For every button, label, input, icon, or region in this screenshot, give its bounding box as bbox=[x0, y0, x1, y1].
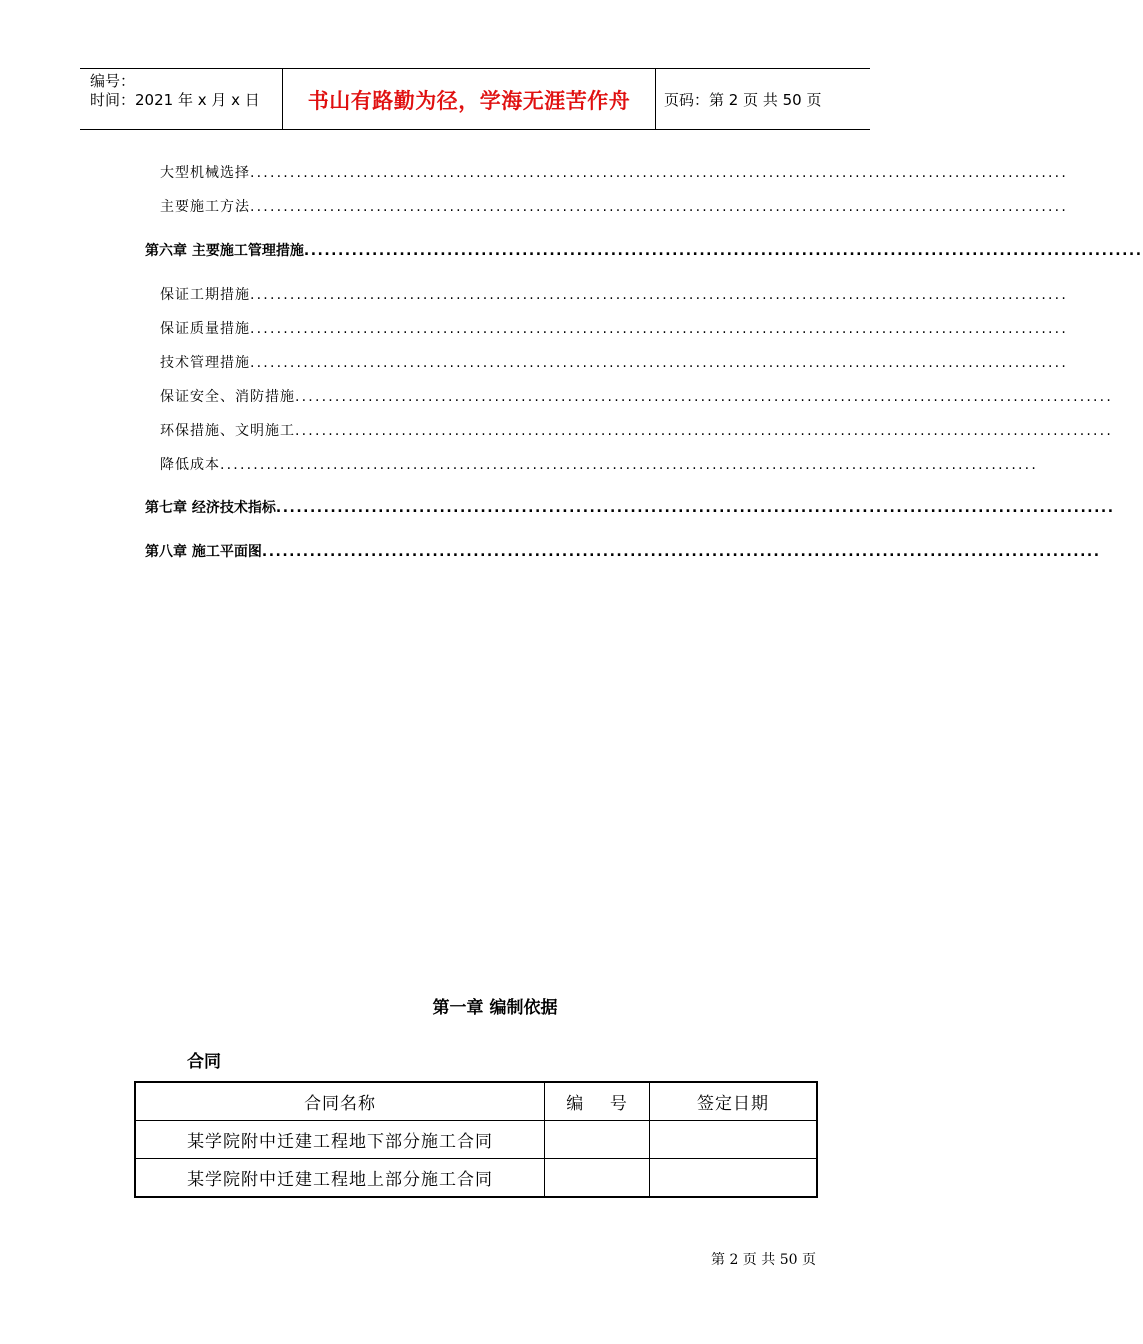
column-header-date: 签定日期 bbox=[649, 1082, 817, 1121]
header-page-cell bbox=[656, 69, 870, 129]
toc-chapter-title: 第六章 主要施工管理措施 bbox=[145, 243, 304, 259]
page-footer: 第 2 页 共 50 页 bbox=[711, 1252, 816, 1268]
toc-chapter-title: 第七章 经济技术指标 bbox=[145, 500, 276, 516]
toc-chapter[interactable] bbox=[145, 240, 1143, 260]
toc-item[interactable] bbox=[160, 386, 1113, 406]
table-row bbox=[135, 1121, 817, 1159]
toc-leader-dots: ........................................................................................................................... bbox=[295, 389, 1113, 405]
number-label: 编号： bbox=[90, 72, 136, 90]
contract-name-cell: 某学院附中迁建工程地下部分施工合同 bbox=[135, 1121, 545, 1159]
toc-item[interactable] bbox=[160, 196, 1068, 216]
toc-leader-dots: ........................................................................................................................... bbox=[295, 423, 1113, 439]
toc-leader-dots: ........................................................................................................................... bbox=[303, 243, 1143, 259]
toc-item-title: 大型机械选择 bbox=[160, 165, 250, 181]
contract-number-cell bbox=[545, 1121, 650, 1159]
column-header-number: 编 号 bbox=[545, 1082, 650, 1121]
toc-item[interactable] bbox=[160, 162, 1068, 182]
toc-item-title: 主要施工方法 bbox=[160, 199, 250, 215]
toc-chapter[interactable] bbox=[145, 497, 1115, 517]
toc-item[interactable] bbox=[160, 318, 1068, 338]
toc-item-title: 保证安全、消防措施 bbox=[160, 389, 295, 405]
toc-item[interactable] bbox=[160, 352, 1068, 372]
header-meta-cell bbox=[80, 69, 282, 129]
contract-date-cell bbox=[649, 1159, 817, 1198]
contract-date-cell bbox=[649, 1121, 817, 1159]
toc-leader-dots: ........................................................................................................................... bbox=[250, 287, 1068, 303]
page-header bbox=[80, 68, 870, 130]
contract-name-cell: 某学院附中迁建工程地上部分施工合同 bbox=[135, 1159, 545, 1198]
toc-leader-dots: ........................................................................................................................... bbox=[250, 321, 1068, 337]
toc-item-title: 降低成本 bbox=[160, 457, 220, 473]
toc-item[interactable] bbox=[160, 454, 1038, 474]
contract-number-cell bbox=[545, 1159, 650, 1198]
toc-item-title: 技术管理措施 bbox=[160, 355, 250, 371]
toc-item[interactable] bbox=[160, 284, 1068, 304]
toc-leader-dots: ........................................................................................................................... bbox=[250, 165, 1068, 181]
section-title: 合同 bbox=[187, 1052, 221, 1072]
column-header-name: 合同名称 bbox=[135, 1082, 545, 1121]
toc-item[interactable] bbox=[160, 420, 1113, 440]
page-number-label: 页码：第 2 页 共 50 页 bbox=[664, 91, 822, 109]
toc-item-title: 保证工期措施 bbox=[160, 287, 250, 303]
toc-leader-dots: ........................................................................................................................... bbox=[220, 457, 1038, 473]
time-label: 时间：2021 年 x 月 x 日 bbox=[90, 91, 260, 109]
header-motto-cell bbox=[282, 69, 656, 129]
table-header-row bbox=[135, 1082, 817, 1121]
toc-leader-dots: ........................................................................................................................... bbox=[250, 355, 1068, 371]
toc-leader-dots: ........................................................................................................................... bbox=[275, 500, 1115, 516]
toc-chapter[interactable] bbox=[145, 541, 1101, 561]
chapter-title: 第一章 编制依据 bbox=[432, 998, 558, 1018]
toc-leader-dots: ........................................................................................................................... bbox=[261, 544, 1101, 560]
toc-item-title: 环保措施、文明施工 bbox=[160, 423, 295, 439]
toc-leader-dots: ........................................................................................................................... bbox=[250, 199, 1068, 215]
motto: 书山有路勤为径，学海无涯苦作舟 bbox=[307, 89, 631, 113]
toc-chapter-title: 第八章 施工平面图 bbox=[145, 544, 262, 560]
toc-item-title: 保证质量措施 bbox=[160, 321, 250, 337]
contract-table bbox=[134, 1081, 818, 1198]
table-row bbox=[135, 1159, 817, 1198]
